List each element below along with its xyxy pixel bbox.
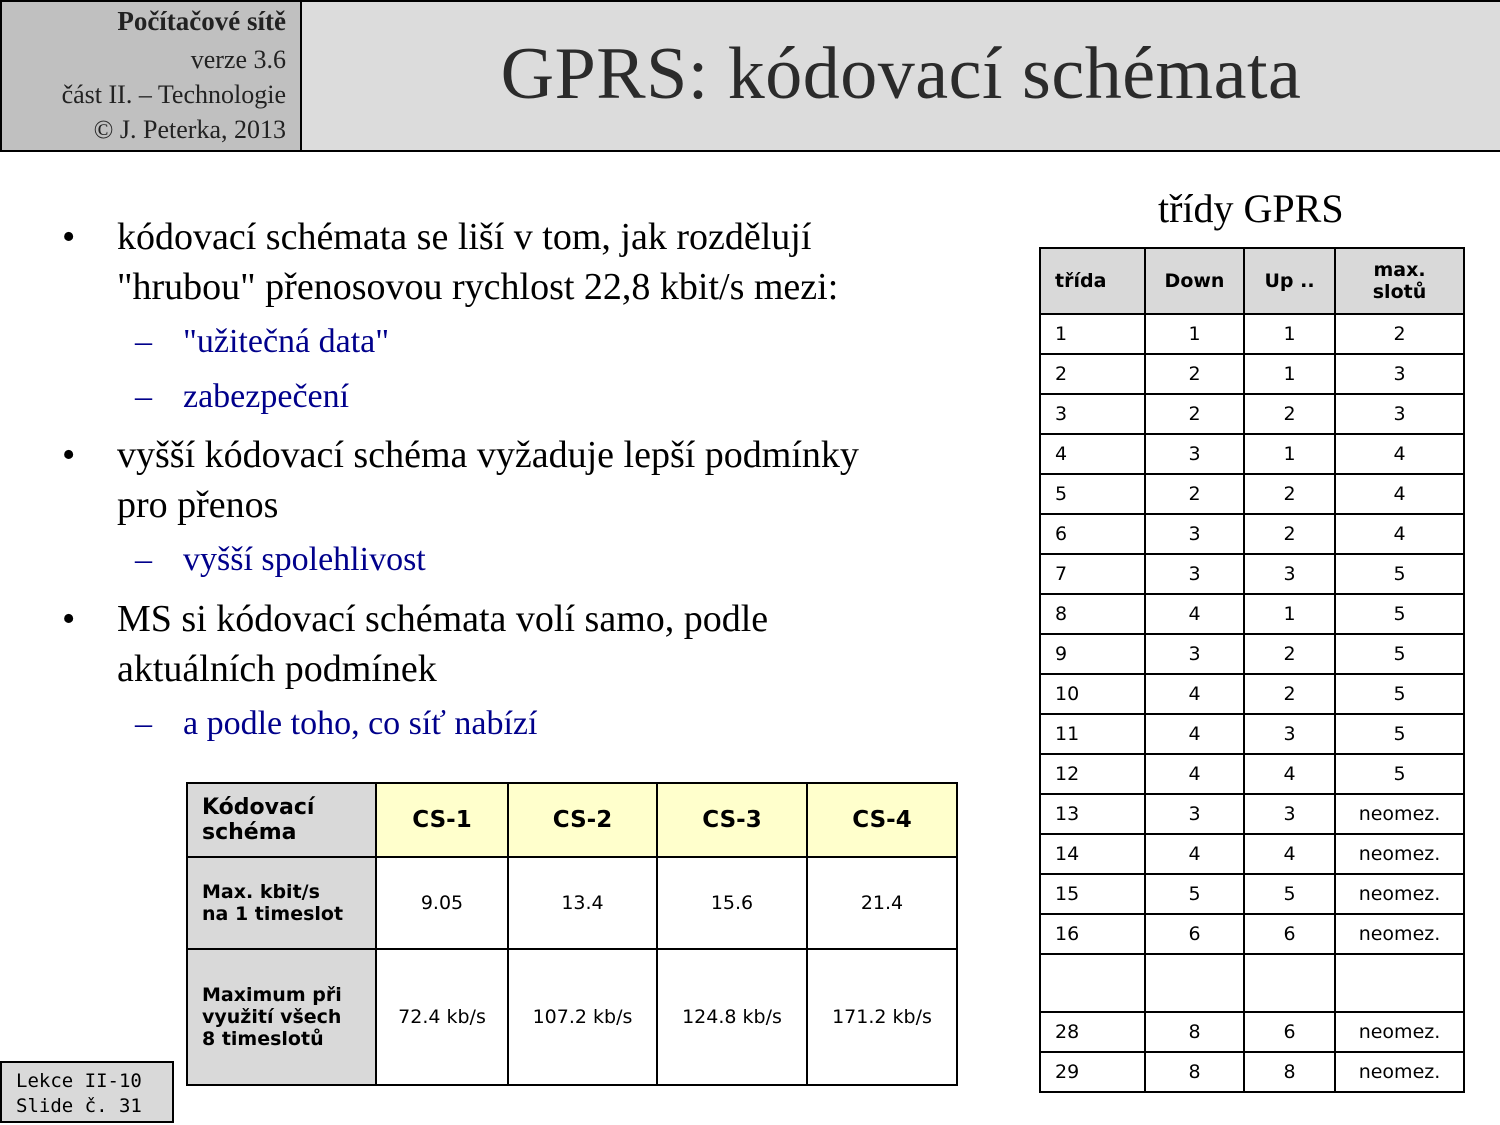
table-cell: neomez. — [1335, 874, 1464, 914]
table-cell: 3 — [1145, 514, 1244, 554]
row-label-line: Maximum při — [202, 984, 342, 1006]
bullet-1-line-1: kódovací schémata se liší v tom, jak rozdělují — [117, 216, 812, 258]
table-cell: 8 — [1244, 1052, 1335, 1092]
bullet-1 — [62, 212, 997, 312]
table-cell: 1 — [1244, 594, 1335, 634]
table-cell: 2 — [1145, 394, 1244, 434]
corner-header — [187, 783, 376, 857]
cell-value: 21.4 — [807, 857, 957, 949]
table-cell: 2 — [1244, 514, 1335, 554]
table-cell: 4 — [1145, 714, 1244, 754]
table-cell: 4 — [1335, 434, 1464, 474]
table-row — [1040, 394, 1464, 434]
table-row — [1040, 1012, 1464, 1052]
table-cell: 3 — [1145, 554, 1244, 594]
bullet-2 — [62, 430, 997, 530]
table-cell: 3 — [1244, 714, 1335, 754]
table-cell: 8 — [1040, 594, 1145, 634]
table-cell: 5 — [1040, 474, 1145, 514]
table-cell: 1 — [1244, 314, 1335, 354]
table-header-row — [1040, 248, 1464, 314]
table-cell: 4 — [1335, 474, 1464, 514]
table-cell: 2 — [1244, 634, 1335, 674]
cell-value: 107.2 kb/s — [508, 949, 657, 1085]
bullet-glyph: • — [62, 434, 76, 476]
table-row — [1040, 714, 1464, 754]
table-cell: 5 — [1335, 634, 1464, 674]
table-cell: 9 — [1040, 634, 1145, 674]
slide-number: Slide č. 31 — [16, 1095, 142, 1117]
table-cell: 5 — [1335, 594, 1464, 634]
sub-bullet-text: zabezpečení — [183, 378, 350, 415]
table-cell: 14 — [1040, 834, 1145, 874]
table-cell: 2 — [1040, 354, 1145, 394]
sub-bullet-3-1 — [135, 705, 538, 743]
table-cell: 5 — [1335, 674, 1464, 714]
row-label-per-timeslot — [187, 857, 376, 949]
table-cell: 3 — [1040, 394, 1145, 434]
table-cell: 7 — [1040, 554, 1145, 594]
cell-value: 15.6 — [657, 857, 807, 949]
bullet-2-line-1: vyšší kódovací schéma vyžaduje lepší podmínky — [117, 434, 859, 476]
bullet-3-line-2: aktuálních podmínek — [117, 648, 437, 690]
header-cs4: CS-4 — [807, 783, 957, 857]
table-row — [1040, 1052, 1464, 1092]
cell-value: 72.4 kb/s — [376, 949, 508, 1085]
table-row — [1040, 434, 1464, 474]
classes-title: třídy GPRS — [1158, 186, 1344, 231]
table-cell: 2 — [1145, 474, 1244, 514]
header-up: Up .. — [1244, 248, 1335, 314]
lesson-label: Lekce II-10 — [16, 1070, 142, 1092]
header-cs2: CS-2 — [508, 783, 657, 857]
copyright-label: © J. Peterka, 2013 — [93, 115, 286, 144]
table-cell: 3 — [1145, 634, 1244, 674]
table-cell: 2 — [1244, 674, 1335, 714]
table-cell: 3 — [1145, 434, 1244, 474]
part-label: část II. – Technologie — [61, 80, 286, 109]
header-max-line-2: slotů — [1372, 281, 1427, 303]
table-row — [1040, 354, 1464, 394]
table-cell: 5 — [1335, 554, 1464, 594]
dash-glyph: – — [135, 541, 152, 578]
table-cell — [1244, 954, 1335, 1012]
version-label: verze 3.6 — [190, 45, 286, 74]
table-cell — [1145, 954, 1244, 1012]
header-max-slots — [1335, 248, 1464, 314]
header-class: třída — [1040, 248, 1145, 314]
corner-line-1: Kódovací — [202, 795, 315, 820]
table-cell: 4 — [1335, 514, 1464, 554]
slide-footer — [0, 1061, 174, 1123]
sub-bullet-1-2 — [135, 378, 350, 416]
header-cs1: CS-1 — [376, 783, 508, 857]
table-cell: 2 — [1335, 314, 1464, 354]
table-cell: neomez. — [1335, 794, 1464, 834]
table-cell: 16 — [1040, 914, 1145, 954]
table-row — [1040, 794, 1464, 834]
table-cell: 8 — [1145, 1052, 1244, 1092]
table-cell — [1040, 954, 1145, 1012]
table-row — [1040, 874, 1464, 914]
table-cell: 13 — [1040, 794, 1145, 834]
header-max-line-1: max. — [1373, 259, 1426, 281]
row-label-line: Max. kbit/s — [202, 881, 320, 903]
table-cell: 6 — [1244, 914, 1335, 954]
sub-bullet-text: "užitečná data" — [183, 323, 390, 360]
dash-glyph: – — [135, 378, 152, 415]
table-row — [1040, 834, 1464, 874]
dash-glyph: – — [135, 705, 152, 742]
corner-line-2: schéma — [202, 820, 297, 845]
gprs-classes-table — [1039, 247, 1465, 1093]
bullet-3 — [62, 594, 997, 694]
table-row — [1040, 474, 1464, 514]
sub-bullet-2-1 — [135, 541, 426, 579]
table-row — [1040, 914, 1464, 954]
cell-value: 171.2 kb/s — [807, 949, 957, 1085]
table-cell: 1 — [1244, 354, 1335, 394]
header-cs3: CS-3 — [657, 783, 807, 857]
table-cell: 8 — [1145, 1012, 1244, 1052]
table-cell: 6 — [1244, 1012, 1335, 1052]
table-cell: neomez. — [1335, 834, 1464, 874]
table-row — [1040, 554, 1464, 594]
table-row — [187, 949, 957, 1085]
table-row — [1040, 594, 1464, 634]
table-cell: neomez. — [1335, 1052, 1464, 1092]
row-label-line: využití všech — [202, 1006, 342, 1028]
bullet-3-line-1: MS si kódovací schémata volí samo, podle — [117, 598, 769, 640]
table-header-row — [187, 783, 957, 857]
table-cell: 2 — [1145, 354, 1244, 394]
table-row — [1040, 954, 1464, 1012]
sub-bullet-1-1 — [135, 323, 390, 361]
slide-title: GPRS: kódovací schémata — [500, 33, 1302, 115]
table-cell: 4 — [1145, 754, 1244, 794]
table-cell: 3 — [1335, 354, 1464, 394]
row-label-line: 8 timeslotů — [202, 1028, 324, 1050]
table-cell: 3 — [1335, 394, 1464, 434]
table-cell: 4 — [1145, 594, 1244, 634]
table-cell: 2 — [1244, 394, 1335, 434]
sub-bullet-text: a podle toho, co síť nabízí — [183, 705, 538, 742]
bullet-glyph: • — [62, 598, 76, 640]
table-cell: 10 — [1040, 674, 1145, 714]
table-cell: 3 — [1244, 554, 1335, 594]
table-row — [187, 857, 957, 949]
bullet-1-line-2: "hrubou" přenosovou rychlost 22,8 kbit/s mezi: — [117, 266, 839, 308]
table-cell: 1 — [1040, 314, 1145, 354]
table-cell: 4 — [1145, 674, 1244, 714]
table-cell: 12 — [1040, 754, 1145, 794]
table-cell: neomez. — [1335, 1012, 1464, 1052]
table-cell: 1 — [1244, 434, 1335, 474]
table-cell: 5 — [1244, 874, 1335, 914]
cell-value: 9.05 — [376, 857, 508, 949]
table-cell: 4 — [1145, 834, 1244, 874]
table-cell: 5 — [1145, 874, 1244, 914]
table-row — [1040, 754, 1464, 794]
table-cell: 3 — [1244, 794, 1335, 834]
table-cell: 15 — [1040, 874, 1145, 914]
table-row — [1040, 514, 1464, 554]
title-bar — [300, 0, 1500, 152]
bullet-glyph: • — [62, 216, 76, 258]
table-cell: 11 — [1040, 714, 1145, 754]
table-cell: 4 — [1040, 434, 1145, 474]
cell-value: 13.4 — [508, 857, 657, 949]
course-name: Počítačové sítě — [117, 6, 286, 36]
table-row — [1040, 674, 1464, 714]
table-cell: 29 — [1040, 1052, 1145, 1092]
table-cell: neomez. — [1335, 914, 1464, 954]
table-cell: 5 — [1335, 754, 1464, 794]
sub-bullet-text: vyšší spolehlivost — [183, 541, 426, 578]
table-cell: 28 — [1040, 1012, 1145, 1052]
table-row — [1040, 634, 1464, 674]
table-cell — [1335, 954, 1464, 1012]
table-cell: 3 — [1145, 794, 1244, 834]
table-cell: 4 — [1244, 754, 1335, 794]
table-cell: 6 — [1145, 914, 1244, 954]
table-cell: 5 — [1335, 714, 1464, 754]
table-cell: 2 — [1244, 474, 1335, 514]
bullet-2-line-2: pro přenos — [117, 484, 279, 526]
cell-value: 124.8 kb/s — [657, 949, 807, 1085]
row-label-all-timeslots — [187, 949, 376, 1085]
table-cell: 6 — [1040, 514, 1145, 554]
header-down: Down — [1145, 248, 1244, 314]
coding-schemes-table — [186, 782, 958, 1086]
table-row — [1040, 314, 1464, 354]
table-cell: 4 — [1244, 834, 1335, 874]
course-info-box — [0, 0, 302, 152]
row-label-line: na 1 timeslot — [202, 903, 344, 925]
dash-glyph: – — [135, 323, 152, 360]
table-cell: 1 — [1145, 314, 1244, 354]
